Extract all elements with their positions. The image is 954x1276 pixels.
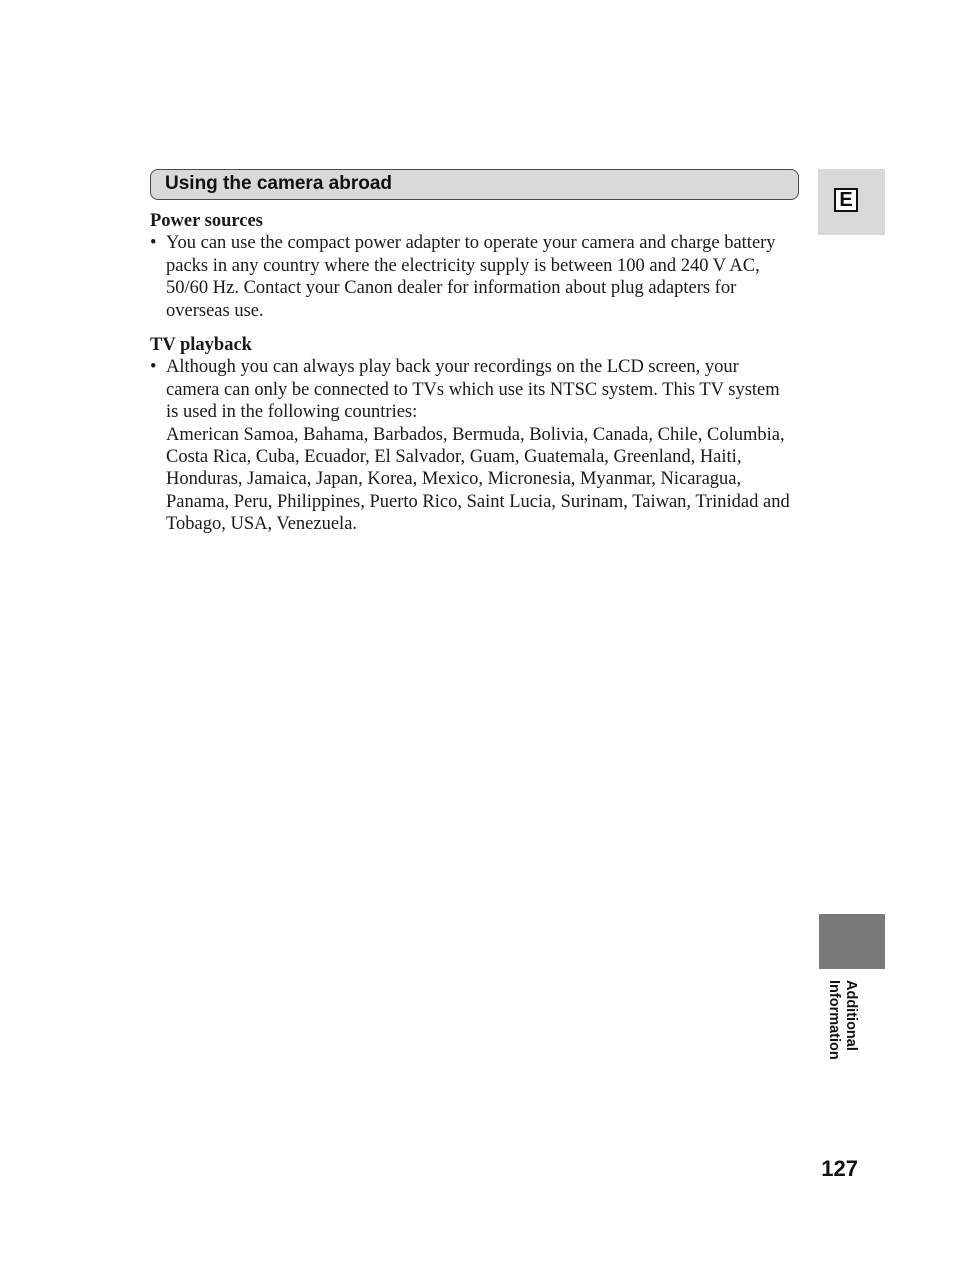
chapter-label: [821, 980, 861, 1080]
chapter-tab-marker: [819, 914, 885, 969]
bullet-marker: •: [150, 357, 157, 378]
ntsc-country-list: American Samoa, Bahama, Barbados, Bermuda, Bolivia, Canada, Chile, Columbia, Costa Rica, Cuba, Ecuador, El Salvador, Guam, Guatemala, Greenland, Haiti, Honduras, Jamaica, Japan, Korea, Mexico, Micronesia, Myanmar, Nicaragua, Panama, Peru, Philippines, Puerto Rico, Saint Lucia, Surinam, Taiwan, Trinidad and Tobago, USA, Venezuela.: [166, 424, 790, 535]
page-content: [150, 210, 790, 536]
section-header: [150, 169, 799, 200]
language-tab: [818, 169, 885, 235]
section-title: Using the camera abroad: [165, 173, 393, 194]
power-sources-item: [150, 232, 790, 322]
page-number: 127: [821, 1156, 858, 1181]
tv-playback-heading: TV playback: [150, 335, 252, 356]
bullet-marker: •: [150, 233, 157, 254]
power-sources-text: You can use the compact power adapter to operate your camera and charge battery packs in any country where the electricity supply is between 100 and 240 V AC, 50/60 Hz. Contact your Canon dealer for information about plug adapters for overseas use.: [166, 233, 776, 321]
tv-playback-text: Although you can always play back your recordings on the LCD screen, your camera can only be connected to TVs which use its NTSC system. This TV system is used in the following countries:: [166, 357, 780, 423]
chapter-label-line-1: Additional: [843, 980, 859, 1051]
chapter-label-line-2: Information: [826, 980, 842, 1060]
tv-playback-item: [150, 356, 790, 535]
power-sources-heading: Power sources: [150, 211, 263, 231]
language-indicator: E: [834, 188, 858, 212]
